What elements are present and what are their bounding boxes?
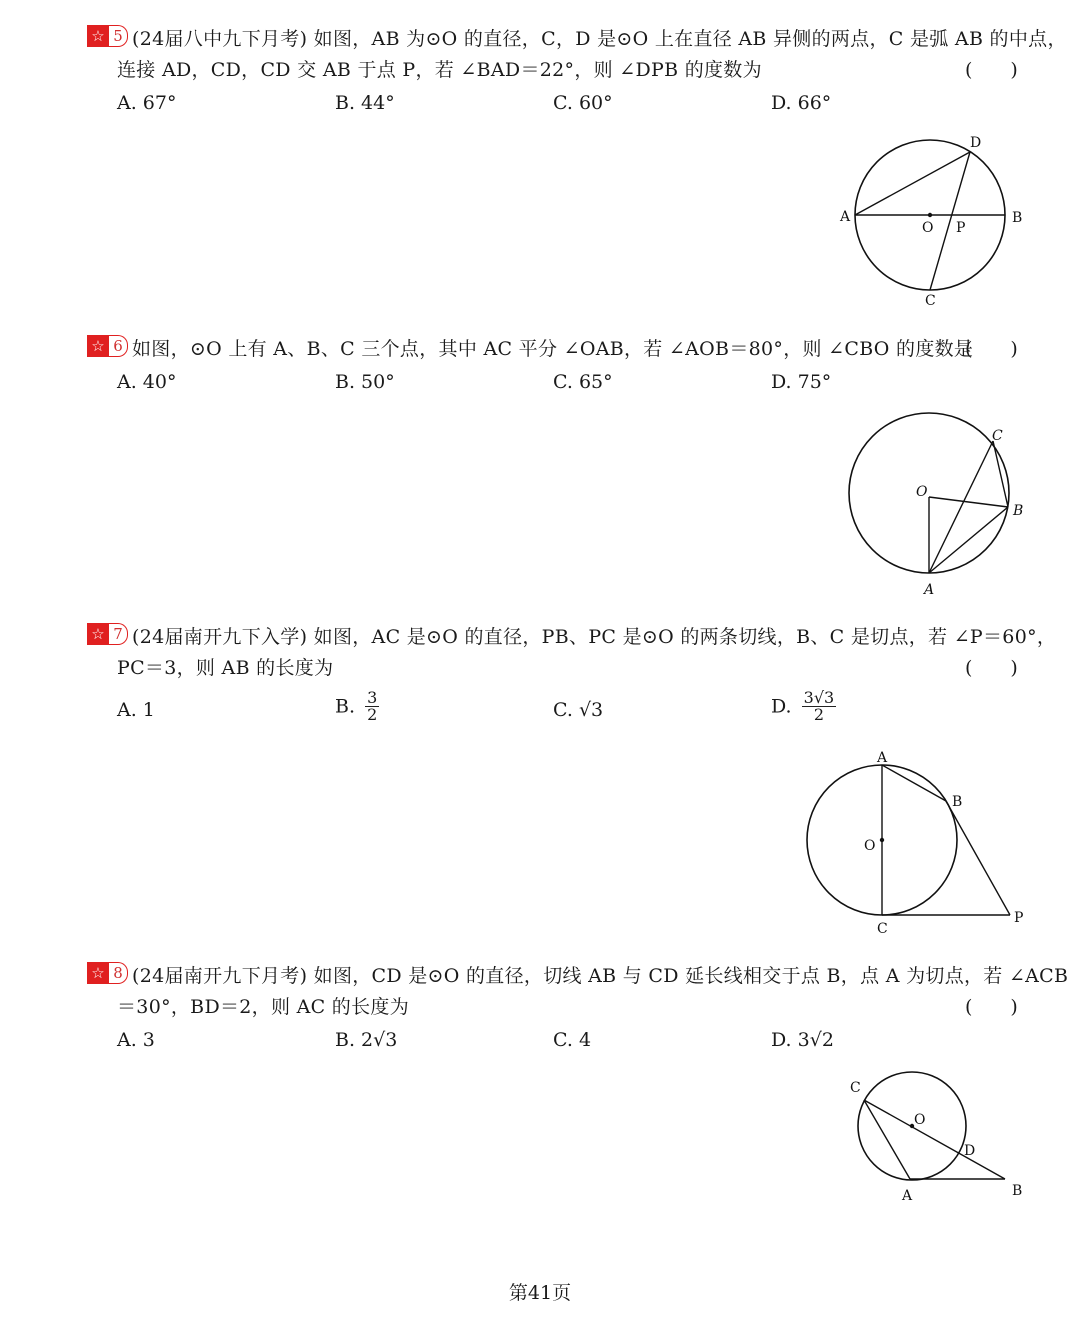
question-text-line-1: (24届八中九下月考) 如图，AB 为⊙O 的直径，C，D 是⊙O 上在直径 AB 异侧的两点，C 是弧 AB 的中点， <box>132 28 1067 50</box>
answer-blank: ( ) <box>965 996 1018 1018</box>
option-c: C. 60° <box>553 92 613 114</box>
option-c: C. 4 <box>553 1029 592 1051</box>
option-b: B. 50° <box>335 371 395 393</box>
star-icon: ☆ <box>87 335 109 357</box>
label-o: O <box>922 220 934 236</box>
label-b: B <box>1012 1183 1023 1199</box>
star-icon: ☆ <box>87 962 109 984</box>
label-o: O <box>864 838 876 854</box>
option-b-prefix: B. <box>335 695 356 718</box>
question-number: 7 <box>109 623 128 645</box>
page-number: 第41页 <box>508 1282 572 1304</box>
answer-blank: ( ) <box>965 59 1018 81</box>
fraction-numerator: 3 <box>367 688 378 707</box>
question-text-line-2: PC＝3，则 AB 的长度为 <box>117 657 334 679</box>
question-text-line-2: ＝30°，BD＝2，则 AC 的长度为 <box>117 996 409 1018</box>
label-a: A <box>924 582 935 598</box>
label-b: B <box>952 794 963 810</box>
option-a: A. 40° <box>117 371 177 393</box>
option-d: D. 75° <box>771 371 832 393</box>
option-a: A. 3 <box>117 1029 155 1051</box>
label-o: O <box>916 484 928 500</box>
diameter-cd-extended <box>864 1100 1005 1179</box>
fraction-denominator: 2 <box>813 705 825 724</box>
label-c: C <box>877 921 888 937</box>
option-a: A. 67° <box>117 92 177 114</box>
label-b: B <box>1013 503 1024 519</box>
label-c: C <box>850 1080 861 1096</box>
fraction-denominator: 2 <box>367 705 378 724</box>
option-d: D. 3√2 <box>771 1029 834 1051</box>
label-p: P <box>956 220 966 236</box>
option-a: A. 1 <box>117 699 155 721</box>
answer-blank: ( ) <box>965 657 1018 679</box>
option-d-prefix: D. <box>771 695 792 718</box>
option-c: C. √3 <box>553 699 604 721</box>
question-text-line-1: (24届南开九下月考) 如图，CD 是⊙O 的直径，切线 AB 与 CD 延长线相交于点 B，点 A 为切点，若 ∠ACB <box>132 965 1069 987</box>
label-d: D <box>970 135 982 151</box>
segment-ac <box>864 1100 910 1179</box>
question-number: 8 <box>109 962 128 984</box>
star-icon: ☆ <box>87 25 109 47</box>
question-text-line-1: 如图，⊙O 上有 A、B、C 三个点，其中 AC 平分 ∠OAB，若 ∠AOB＝80°，则 ∠CBO 的度数是 <box>132 338 974 360</box>
answer-blank: ( ) <box>965 338 1018 360</box>
label-a: A <box>840 209 851 225</box>
label-a: A <box>902 1188 913 1204</box>
label-a: A <box>877 750 888 766</box>
option-d: D. 66° <box>771 92 832 114</box>
label-c: C <box>992 428 1003 444</box>
question-text-line-2: 连接 AD，CD，CD 交 AB 于点 P，若 ∠BAD＝22°，则 ∠DPB 的度数为 <box>117 59 762 81</box>
option-b: B. 2√3 <box>335 1029 398 1051</box>
label-d: D <box>964 1143 976 1159</box>
label-b: B <box>1012 210 1023 226</box>
question-number: 6 <box>109 335 128 357</box>
question-number: 5 <box>109 25 128 47</box>
star-icon: ☆ <box>87 623 109 645</box>
option-c: C. 65° <box>553 371 613 393</box>
question-text-line-1: (24届南开九下入学) 如图，AC 是⊙O 的直径，PB、PC 是⊙O 的两条切线，B、C 是切点，若 ∠P＝60°， <box>132 626 1057 648</box>
fraction-numerator: 3√3 <box>803 688 835 707</box>
label-o: O <box>914 1112 926 1128</box>
option-b: B. 44° <box>335 92 395 114</box>
label-c: C <box>925 293 936 309</box>
label-p: P <box>1014 910 1024 926</box>
